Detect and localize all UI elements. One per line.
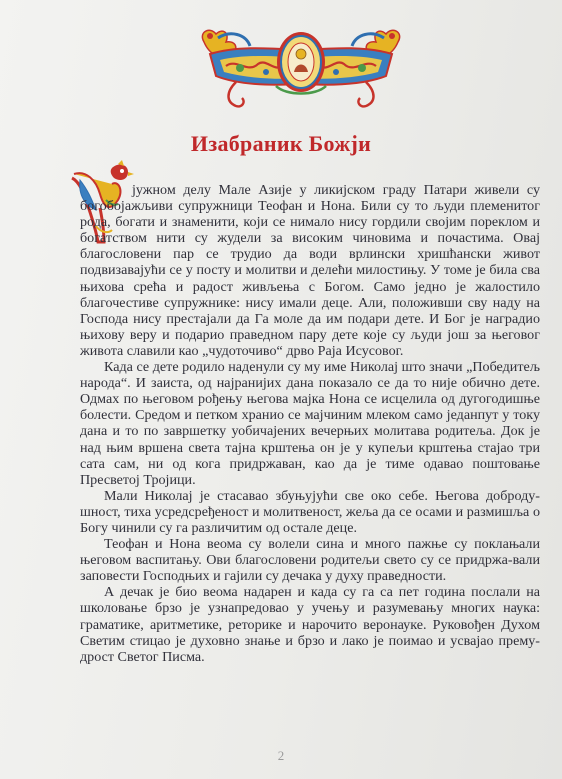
article-body [80, 182, 540, 665]
paragraph-2: Када се дете родило наденули су му име Николај што значи „Победитељ народа“. И заиста, од најранијих дана показало се да то није обично дете. Одмах по његовом рођењу његова мајка Нона се исцелила од дугогодишње болести. Средом и петком хранио се мајчиним млеком само једанпут у току дана и то по завршетку уобичајених вечерњих молитава родитеља. Док је над њим вршена света тајна крштења он је у купељи крштења стајао три сата сам, ни од кога придржаван, као да је тиме одавао поштовање Пресветој Тројици. [80, 359, 540, 488]
paragraph-5: А дечак је био веома надарен и када су га са пет година послали на школовање брзо је узнапредовао у учењу и разумевању многих наука: граматике, аритметике, реторике и нарочито веронауке. Руковођен Духом Светим стицао је духовно знање и брзо и лако је поимао и усвајао прему-дрост Светог Писма. [80, 584, 540, 665]
paragraph-4: Теофан и Нона веома су волели сина и много пажње су поклањали његовом васпитању. Ови благословени родитељи свето су се придржа-вали заповести Господњих и гајили су дечака у духу праведности. [80, 536, 540, 585]
paragraph-1: јужном делу Мале Азије у ликијском граду Патари живели су богобојажљиви супружници Теофан и Нона. Били су то људи племенитог рода, богати и знаменити, који се нимало нису гордили својим пореклом и богатством нити су жудели за високим чиновима и почастима. Овај благословени пар се трудио да води врлински хришћански живот подвизавајући се у посту и молитви и делећи милостињу. У томе је била сва њихова срећа и радост живљења с Богом. Само једно је жалостило благочестиве супружнике: нису имали деце. Али, положивши сву наду на Господа нису престајали да Га моле да им подари дете. И Бог је наградио њихову веру и подарио праведном пару дете које су људи још за његовог живота славили као „чудоточиво“ дрво Раја Исусовог. [80, 182, 540, 359]
page-title: Изабраник Божји [190, 131, 372, 156]
page-number: 2 [277, 748, 285, 763]
paragraph-3: Мали Николај је стасавао збуњујући све око себе. Његова доброду-шност, тиха усредсређеност и молитвеност, жеља да се осами и размишља о Богу чинили су га различитим од осталe деце. [80, 487, 540, 536]
decorative-folk-ornament-icon [196, 20, 406, 112]
